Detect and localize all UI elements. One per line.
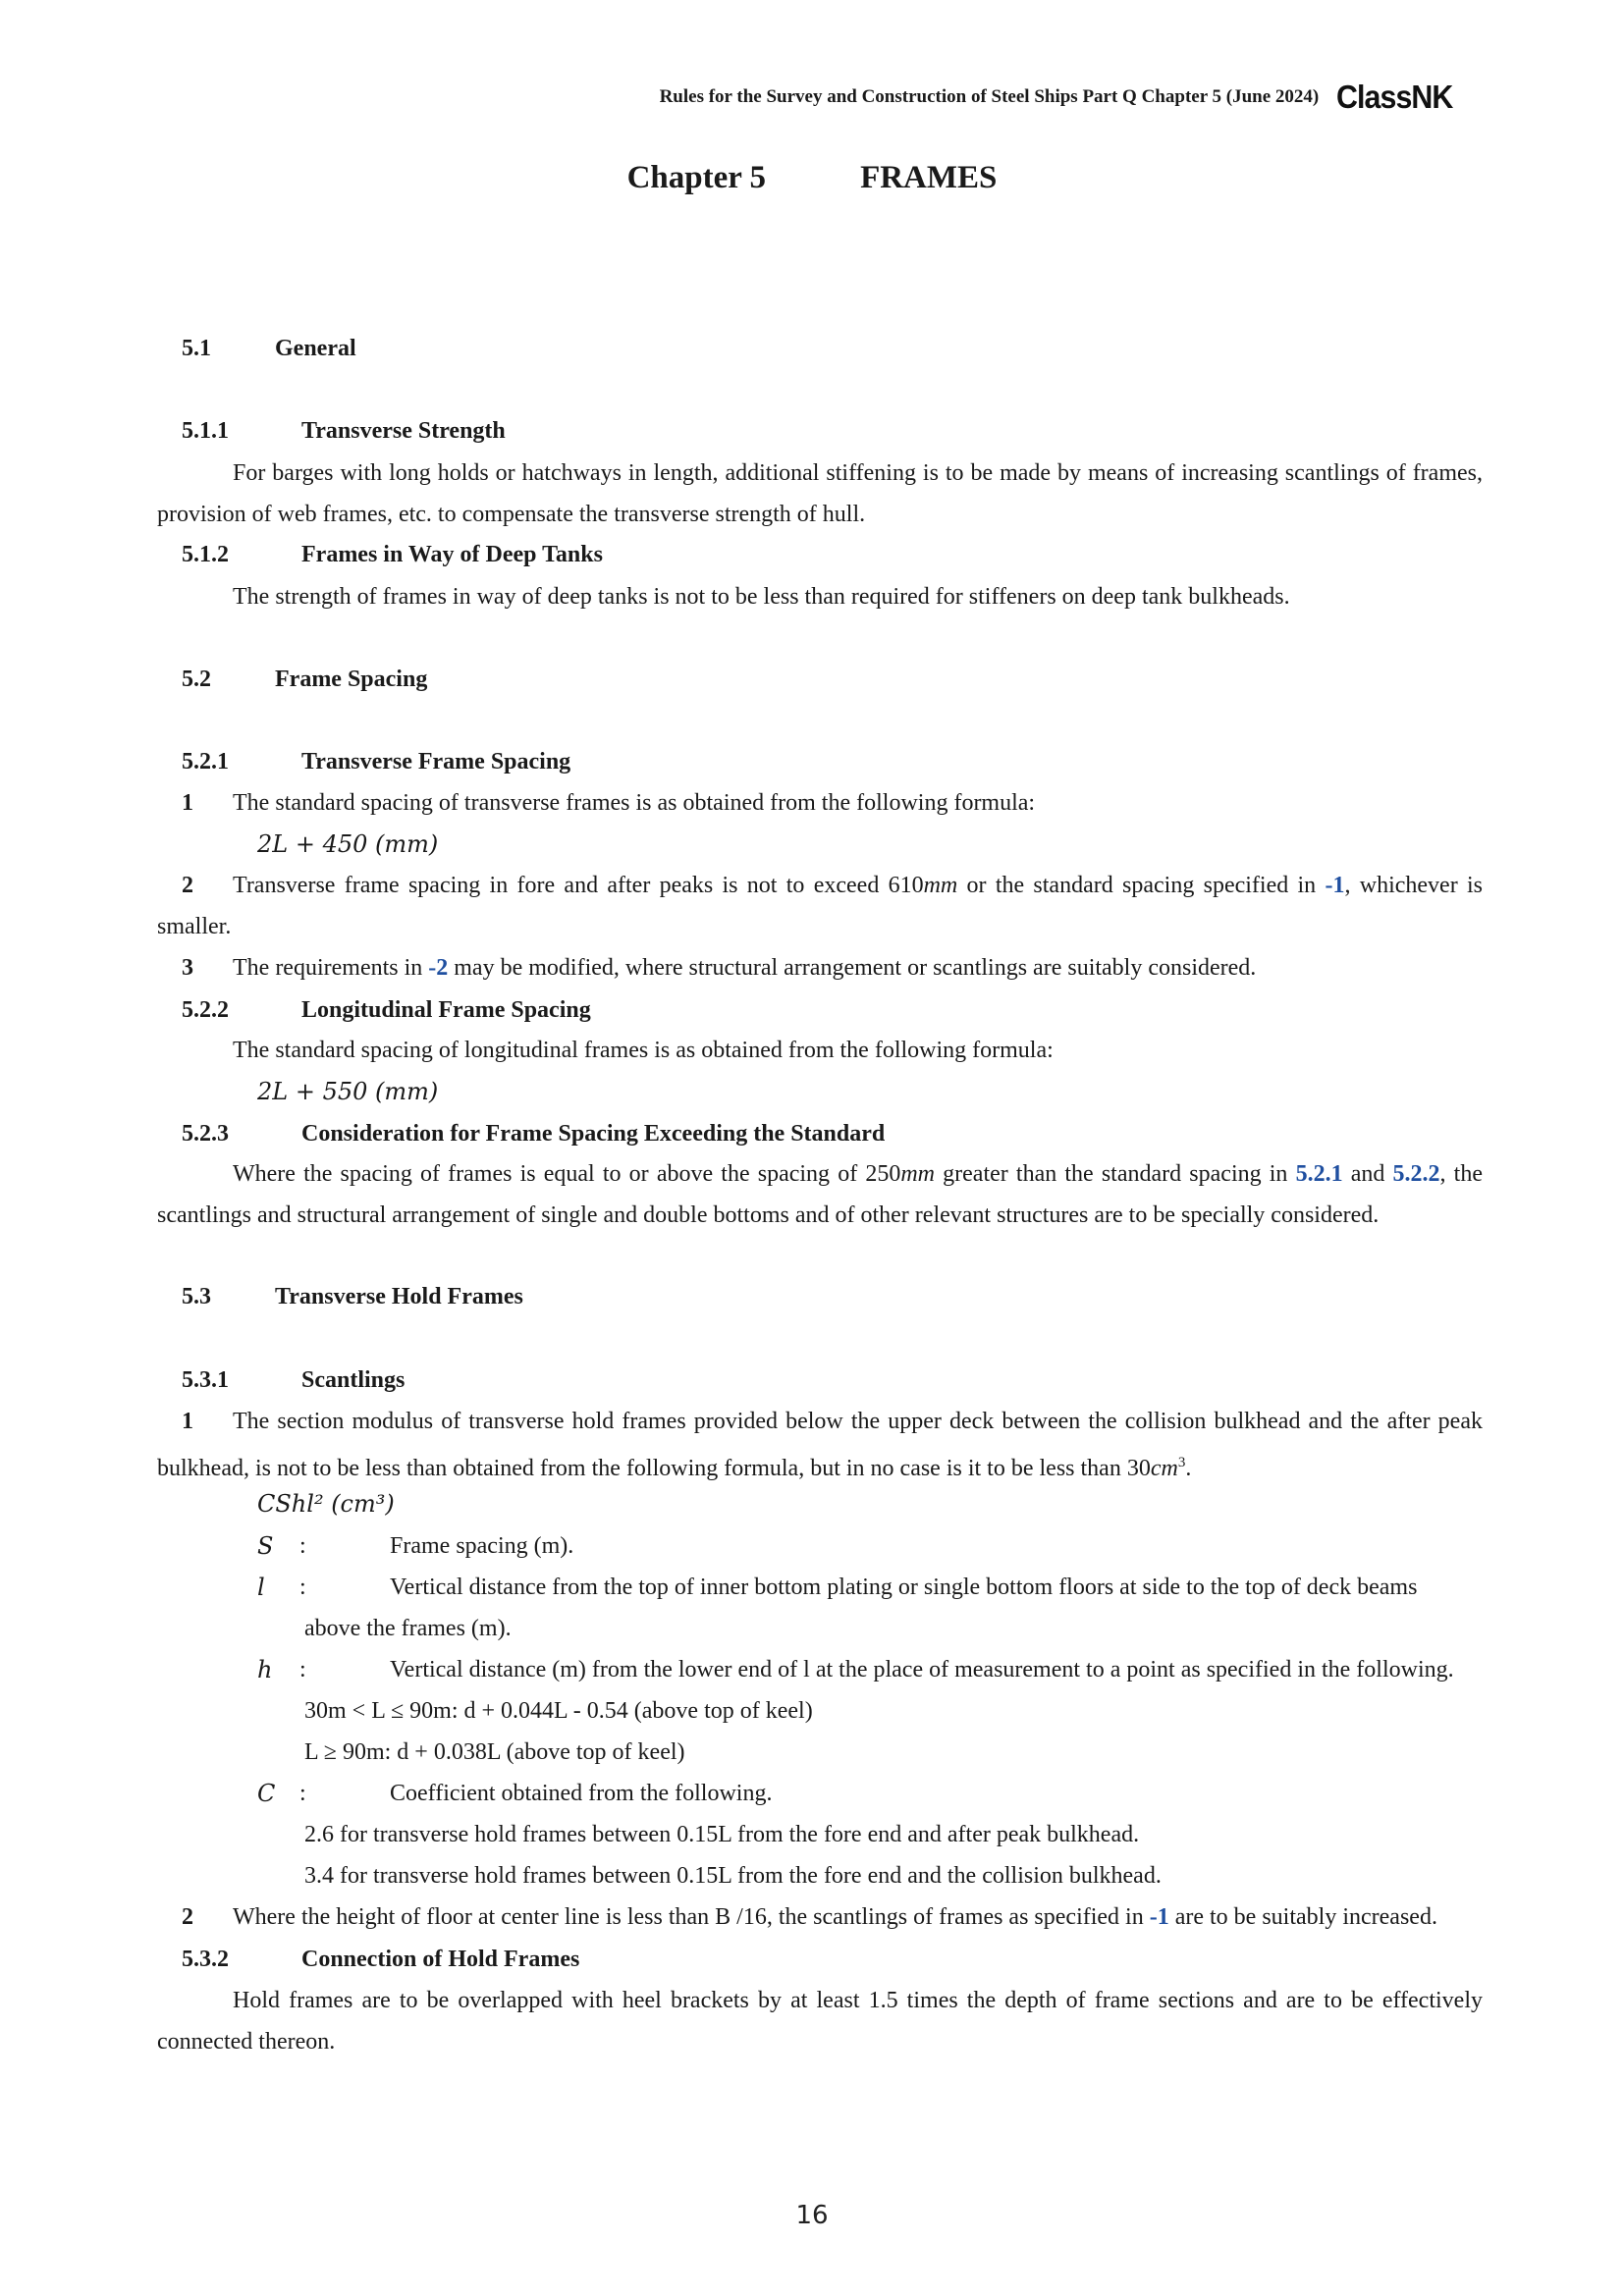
cross-reference-link[interactable]: 5.2.2 <box>1392 1161 1440 1187</box>
subsection-heading-5-2-2 <box>182 997 591 1024</box>
section-number: 5.3 <box>182 1284 211 1309</box>
item-text: The standard spacing of transverse frames is as obtained from the following formula: <box>233 790 1036 816</box>
subsection-title: Consideration for Frame Spacing Exceeding the Standard <box>301 1121 886 1147</box>
item-text: The section modulus of transverse hold frames provided below the upper deck between the collision bulkhead and the after peak bulkhead, is not to be less than obtained from the following formula, but in no case is it to be less than $30cm^3$. <box>157 1409 1483 1481</box>
cross-reference-link[interactable]: -2 <box>428 955 449 981</box>
cross-reference-link[interactable]: -1 <box>1149 1904 1169 1930</box>
subsection-heading-5-3-2 <box>182 1947 579 1973</box>
formula-section-modulus: CShl² (cm³) <box>257 1490 395 1518</box>
section-number: 5.1 <box>182 336 211 361</box>
subsection-number: 5.3.1 <box>182 1367 229 1393</box>
definition-text: Vertical distance from the top of inner bottom plating or single bottom floors at side to the top of deck beams <box>390 1575 1418 1600</box>
cross-reference-link[interactable]: -1 <box>1325 873 1345 898</box>
symbol: h <box>257 1656 273 1683</box>
subsection-title: Transverse Frame Spacing <box>301 749 571 774</box>
item-number: 1 <box>182 1409 193 1434</box>
subsection-heading-5-2-1 <box>182 749 570 775</box>
item-5-3-1-1 <box>157 1401 1483 1489</box>
item-number: 1 <box>182 790 193 816</box>
subsection-number: 5.3.2 <box>182 1947 229 1972</box>
item-5-2-1-1 <box>157 782 1483 824</box>
subsection-title: Connection of Hold Frames <box>301 1947 580 1972</box>
paragraph-5-3-2: Hold frames are to be overlapped with heel brackets by at least 1.5 times the depth of frame sections and are to be effectively connected thereon. <box>157 1988 1483 2055</box>
subsection-number: 5.1.1 <box>182 418 229 444</box>
paragraph-5-1-1: For barges with long holds or hatchways in length, additional stiffening is to be made by means of increasing scantlings of frames, provision of web frames, etc. to compensate the transverse strength of hull. <box>157 460 1483 527</box>
chapter-title <box>0 160 1624 196</box>
subsection-number: 5.2.3 <box>182 1121 229 1147</box>
running-header <box>660 79 1463 116</box>
item-number: 3 <box>182 955 193 981</box>
symbol: C <box>257 1780 276 1807</box>
document-page: Rules for the Survey and Construction of Steel Ships Part Q Chapter 5 (June 2024) ClassNK Chapter 5 FRAMES 5.1 General 5.1.1 Transverse Strength For barges with long holds or hatchways in length, additional stiffening is to be made by means of increasing scantlings of frames, provision of web frames, etc. to compensate the transverse strength of hull. 5.1.2 Frames in Way of Deep Tanks The strength of frames in way of deep tanks is not to be less than required for stiffeners on deep tank bulkheads. 5.2 Frame Spacing 5.2.1 Transverse Frame Spacing 1 The standard spacing of transverse frames is as obtained from the following formula: 2L + 450 (mm) 2 Transverse frame spacing in fore and after peaks is not to exceed 610mm or the standard spacing specified in -1, whichever is smaller. 3 The requirements in -2 may be modified, where structural arrangement or scantlings are suitably considered. 5.2.2 Longitudinal Frame Spacing The standard spacing of longitudinal frames is as obtained from the following formula: 2L + 550 (mm) 5.2.3 Consideration for Frame Spacing Exceeding the Standard Where the spacing of frames is equal to or above the spacing of 250mm greater than the standard spacing in 5.2.1 and 5.2.2, the scantlings and structural arrangement of single and double bottoms and of other relevant structures are to be specially considered. 5.3 Transverse Hold Frames 5.3.1 Scantlings 1 The section modulus of transverse hold frames provided below the upper deck between the collision bulkhead and the after peak bulkhead, is not to be less than obtained from the following formula, but in no case is it to be less than $30cm^3$. CShl² (cm³) S : Frame spacing (m). l : Vertical distance from the top of inner bottom plating or single bottom floors at side to the top of deck beams above the frames (m). h : Vertical distance (m) from the lower end of l at the place of measurement to a point as specified in the following. 30m < L ≤ 90m: d + 0.044L - 0.54 (above top of keel) L ≥ 90m: d + 0.038L (above top of keel) C : Coefficient obtained from the following. 2.6 for transverse hold frames between 0.15L from the fore end and after peak bulkhead. 3.4 for transverse hold frames between 0.15L from the fore end and the collision bulkhead. 2 Where the height of floor at center line is less than B /16, the scantlings of frames as specified in -1 are to be suitably increased. 5.3.2 Connection of Hold Frames Hold frames are to be overlapped with heel brackets by at least 1.5 times the depth of frame sections and are to be effectively connected thereon. 16 <box>0 0 1624 2296</box>
item-number: 2 <box>182 1904 193 1930</box>
item-text: Transverse frame spacing in fore and after peaks is not to exceed 610mm or the standard spacing specified in -1, whichever is smaller. <box>157 873 1483 939</box>
formula-longitudinal-spacing: 2L + 550 (mm) <box>257 1078 439 1105</box>
subsection-heading-5-2-3 <box>182 1121 885 1148</box>
subsection-number: 5.1.2 <box>182 542 229 567</box>
definition-text: Coefficient obtained from the following. <box>390 1781 773 1806</box>
section-title: General <box>275 336 356 361</box>
subsection-title: Scantlings <box>301 1367 406 1393</box>
formula-transverse-spacing: 2L + 450 (mm) <box>257 830 439 858</box>
section-heading-5-2 <box>182 667 427 693</box>
subsection-heading-5-1-2 <box>182 542 603 568</box>
symbol: S <box>257 1532 274 1560</box>
section-title: Transverse Hold Frames <box>275 1284 523 1309</box>
paragraph-5-2-3: Where the spacing of frames is equal to or above the spacing of 250mm greater than the standard spacing in 5.2.1 and 5.2.2, the scantlings and structural arrangement of single and double bottoms and of other relevant structures are to be specially considered. <box>157 1161 1483 1228</box>
symbol: l <box>257 1574 265 1601</box>
item-5-3-1-2 <box>157 1896 1483 1938</box>
subsection-heading-5-3-1 <box>182 1367 405 1394</box>
paragraph-5-2-2: The standard spacing of longitudinal frames is as obtained from the following formula: <box>233 1038 1054 1063</box>
cross-reference-link[interactable]: 5.2.1 <box>1295 1161 1343 1187</box>
subsection-title: Frames in Way of Deep Tanks <box>301 542 603 567</box>
chapter-name: FRAMES <box>860 160 998 195</box>
classnk-logo: ClassNK <box>1336 79 1453 115</box>
definition-text: Vertical distance (m) from the lower end of l at the place of measurement to a point as specified in the following. <box>390 1657 1454 1682</box>
definition-text: Frame spacing (m). <box>390 1533 574 1559</box>
chapter-number: Chapter 5 <box>626 160 767 195</box>
running-title: Rules for the Survey and Construction of Steel Ships Part Q Chapter 5 (June 2024) <box>659 86 1320 107</box>
item-5-2-1-3 <box>157 947 1483 988</box>
item-5-2-1-2 <box>157 865 1483 947</box>
section-number: 5.2 <box>182 667 211 692</box>
item-text: Where the height of floor at center line is less than B /16, the scantlings of frames as specified in -1 are to be suitably increased. <box>233 1904 1437 1930</box>
section-title: Frame Spacing <box>275 667 428 692</box>
subsection-title: Longitudinal Frame Spacing <box>301 997 591 1023</box>
section-heading-5-3 <box>182 1284 523 1310</box>
subsection-heading-5-1-1 <box>182 418 506 445</box>
section-heading-5-1 <box>182 336 356 362</box>
paragraph-5-1-2: The strength of frames in way of deep tanks is not to be less than required for stiffeners on deep tank bulkheads. <box>233 584 1290 610</box>
page-number: 16 <box>795 2201 829 2230</box>
item-number: 2 <box>182 873 193 898</box>
subsection-title: Transverse Strength <box>301 418 506 444</box>
item-text: The requirements in -2 may be modified, where structural arrangement or scantlings are suitably considered. <box>233 955 1257 981</box>
subsection-number: 5.2.1 <box>182 749 229 774</box>
subsection-number: 5.2.2 <box>182 997 229 1023</box>
